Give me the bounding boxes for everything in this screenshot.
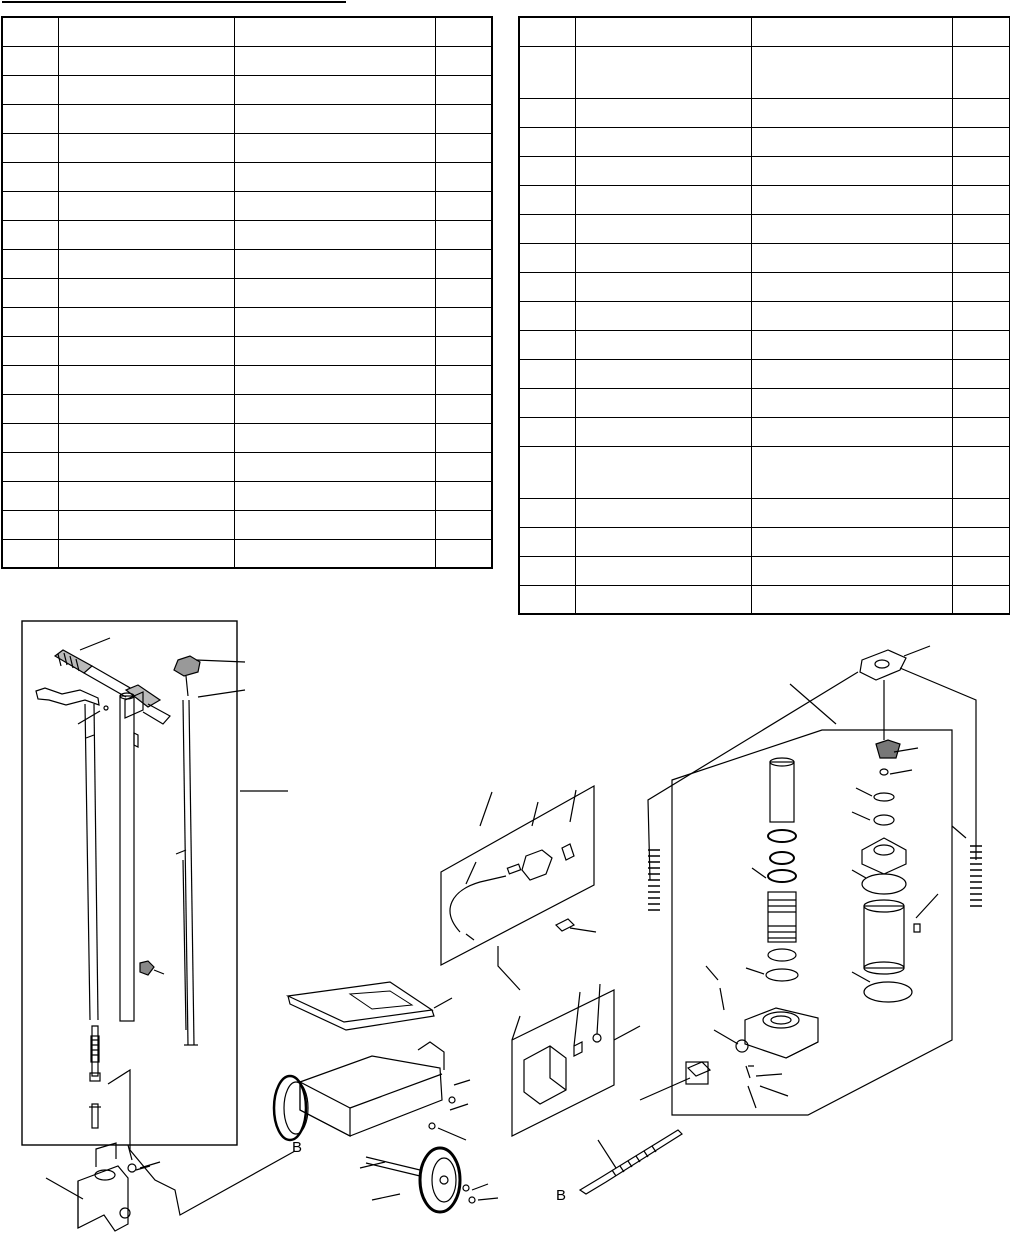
parts-table-left-cell	[435, 75, 492, 104]
parts-table-right-cell	[751, 127, 952, 156]
parts-table-right-cell	[575, 98, 751, 127]
parts-table-left-cell	[234, 162, 435, 191]
parts-table-right-cell	[575, 214, 751, 243]
parts-table-right-cell	[751, 359, 952, 388]
parts-table-right-row	[519, 330, 1010, 359]
valve-block-group	[512, 984, 640, 1136]
parts-table-left-cell	[234, 510, 435, 539]
parts-table-left-row	[2, 162, 492, 191]
parts-table-left-cell	[234, 394, 435, 423]
parts-table-right-row	[519, 301, 1010, 330]
parts-table-right-cell	[952, 301, 1010, 330]
parts-table-right-cell	[751, 498, 952, 527]
parts-table-right-cell	[519, 556, 575, 585]
parts-table-left-cell	[58, 394, 234, 423]
parts-table-left-cell	[58, 365, 234, 394]
parts-table-right-cell	[952, 527, 1010, 556]
parts-table-left-cell	[435, 307, 492, 336]
parts-table-right-cell	[952, 272, 1010, 301]
parts-table-left-cell	[234, 307, 435, 336]
parts-table-right-cell	[952, 446, 1010, 498]
parts-table-left-cell	[58, 539, 234, 568]
parts-table-left-cell	[435, 278, 492, 307]
parts-table-right-cell	[519, 417, 575, 446]
parts-table-right-cell	[575, 46, 751, 98]
parts-table-left-row	[2, 46, 492, 75]
parts-table-right-row	[519, 272, 1010, 301]
parts-table-right-cell	[952, 243, 1010, 272]
parts-table-right-cell	[751, 243, 952, 272]
parts-table-left-cell	[435, 510, 492, 539]
parts-table-left-cell	[435, 133, 492, 162]
parts-table-left-cell	[234, 539, 435, 568]
parts-table-left-cell	[234, 133, 435, 162]
parts-table-right-cell	[952, 498, 1010, 527]
parts-table-right-cell	[952, 185, 1010, 214]
parts-table-left-cell	[234, 191, 435, 220]
parts-table-left-row	[2, 249, 492, 278]
parts-table-left-cell	[2, 394, 58, 423]
header-rule	[2, 1, 346, 3]
parts-table-left-cell	[58, 481, 234, 510]
parts-table-left-cell	[2, 481, 58, 510]
parts-table-right-row	[519, 46, 1010, 98]
parts-table-left-cell	[2, 510, 58, 539]
parts-table-right-row	[519, 156, 1010, 185]
parts-table-left-cell	[435, 191, 492, 220]
parts-table-right-cell	[519, 243, 575, 272]
parts-table-right-cell	[575, 272, 751, 301]
parts-table-left-cell	[58, 75, 234, 104]
hose-valve-group	[441, 786, 596, 990]
parts-table-right-cell	[952, 127, 1010, 156]
parts-table-left-cell	[435, 336, 492, 365]
parts-table-left-cell	[58, 452, 234, 481]
parts-table-left-cell	[435, 46, 492, 75]
parts-table-left-row	[2, 133, 492, 162]
parts-table-left-row	[2, 394, 492, 423]
parts-table-left-row	[2, 481, 492, 510]
parts-table-right-cell	[952, 17, 1010, 46]
parts-table-left-cell	[435, 104, 492, 133]
parts-table-left-header-row	[2, 17, 492, 46]
parts-table-left-row	[2, 278, 492, 307]
parts-table-left-cell	[435, 249, 492, 278]
parts-table-right-cell	[575, 417, 751, 446]
parts-table-left-cell	[234, 104, 435, 133]
parts-table-left-cell	[2, 452, 58, 481]
parts-table-left-cell	[58, 191, 234, 220]
parts-table-right-cell	[519, 446, 575, 498]
parts-table-right-cell	[751, 527, 952, 556]
parts-table-left-cell	[2, 220, 58, 249]
parts-table-right-cell	[952, 359, 1010, 388]
parts-table-right-cell	[751, 156, 952, 185]
parts-table-left-cell	[2, 365, 58, 394]
parts-table-right-cell	[952, 98, 1010, 127]
parts-table-right-cell	[575, 498, 751, 527]
parts-table-right-cell	[575, 156, 751, 185]
parts-table-right-cell	[519, 388, 575, 417]
parts-table-right-cell	[575, 388, 751, 417]
parts-table-right-cell	[519, 98, 575, 127]
parts-table-right-cell	[519, 46, 575, 98]
parts-table-right	[518, 16, 1010, 615]
parts-table-right-cell	[575, 185, 751, 214]
parts-table-right-cell	[519, 127, 575, 156]
parts-table-right-cell	[751, 388, 952, 417]
parts-table-left-cell	[435, 481, 492, 510]
parts-table-right-cell	[952, 388, 1010, 417]
connection-label-pump: B	[556, 1187, 567, 1204]
parts-table-left-cell	[58, 17, 234, 46]
parts-table-right-cell	[751, 17, 952, 46]
parts-table-left-cell	[58, 307, 234, 336]
parts-table-left-cell	[58, 133, 234, 162]
parts-table-left-cell	[435, 162, 492, 191]
parts-table-right-cell	[519, 498, 575, 527]
parts-table-right-cell	[519, 301, 575, 330]
parts-table-right-cell	[952, 556, 1010, 585]
pump-ram-assembly	[640, 646, 982, 1115]
parts-table-left-row	[2, 452, 492, 481]
parts-table-right-row	[519, 127, 1010, 156]
parts-table-right-cell	[575, 17, 751, 46]
parts-table-left-cell	[2, 162, 58, 191]
parts-table-right-cell	[952, 46, 1010, 98]
parts-table-left-cell	[58, 336, 234, 365]
parts-table-right-cell	[519, 527, 575, 556]
parts-table-right-cell	[952, 330, 1010, 359]
parts-table-left-cell	[234, 46, 435, 75]
parts-table-left-cell	[435, 539, 492, 568]
parts-table-left-cell	[2, 249, 58, 278]
parts-table-right-cell	[751, 185, 952, 214]
parts-table-right-cell	[751, 417, 952, 446]
parts-table-right-cell	[952, 156, 1010, 185]
parts-table-right-row	[519, 446, 1010, 498]
parts-table-left-cell	[2, 423, 58, 452]
parts-table-left-cell	[234, 220, 435, 249]
parts-table-right-row	[519, 527, 1010, 556]
parts-table-right-cell	[751, 98, 952, 127]
parts-table-right-cell	[519, 359, 575, 388]
parts-table-left-cell	[58, 46, 234, 75]
parts-table-left-cell	[2, 75, 58, 104]
parts-table-right-row	[519, 98, 1010, 127]
parts-table-left-cell	[58, 104, 234, 133]
parts-table-left-cell	[234, 17, 435, 46]
parts-table-right-cell	[575, 301, 751, 330]
parts-table-left-cell	[58, 510, 234, 539]
parts-table-left-cell	[2, 307, 58, 336]
parts-table-right-cell	[575, 127, 751, 156]
parts-table-right-cell	[575, 243, 751, 272]
pump-rod	[580, 1130, 682, 1194]
parts-table-left-cell	[435, 17, 492, 46]
parts-table-right-cell	[751, 446, 952, 498]
parts-table-right-header-row	[519, 17, 1010, 46]
parts-table-right-cell	[575, 527, 751, 556]
parts-table-right-cell	[952, 214, 1010, 243]
parts-table-right-cell	[575, 330, 751, 359]
parts-table-left-cell	[58, 278, 234, 307]
parts-table-right-cell	[519, 17, 575, 46]
parts-table-left-row	[2, 191, 492, 220]
parts-table-right-cell	[519, 330, 575, 359]
parts-table-right-cell	[575, 446, 751, 498]
parts-table-left-row	[2, 307, 492, 336]
parts-table-right-cell	[751, 214, 952, 243]
connection-line-handle	[108, 1070, 295, 1215]
parts-table-left-row	[2, 75, 492, 104]
parts-table-left-cell	[234, 452, 435, 481]
parts-table-right-row	[519, 359, 1010, 388]
exploded-parts-diagram	[0, 600, 1010, 1247]
parts-table-left-cell	[435, 423, 492, 452]
parts-table-left-row	[2, 510, 492, 539]
parts-table-left-cell	[234, 249, 435, 278]
parts-table-left-cell	[2, 46, 58, 75]
parts-table-right-row	[519, 388, 1010, 417]
parts-table-left-cell	[435, 452, 492, 481]
parts-table-left-cell	[234, 336, 435, 365]
parts-table-left-cell	[58, 220, 234, 249]
parts-table-right-cell	[519, 214, 575, 243]
parts-table-left-cell	[435, 220, 492, 249]
parts-table-right-row	[519, 214, 1010, 243]
parts-table-right-cell	[519, 272, 575, 301]
parts-table-right-row	[519, 185, 1010, 214]
parts-table-right-row	[519, 556, 1010, 585]
parts-table-left-cell	[2, 539, 58, 568]
parts-table-right-cell	[751, 330, 952, 359]
parts-table-left-row	[2, 220, 492, 249]
parts-table-left-cell	[2, 17, 58, 46]
parts-table-right-cell	[751, 301, 952, 330]
parts-table-left-cell	[234, 481, 435, 510]
parts-table-right-cell	[575, 556, 751, 585]
parts-table-right-cell	[751, 556, 952, 585]
parts-table-left	[1, 16, 493, 569]
parts-table-left-cell	[234, 365, 435, 394]
handle-assembly	[22, 621, 288, 1231]
parts-table-right-cell	[519, 185, 575, 214]
parts-table-right-cell	[519, 156, 575, 185]
parts-table-right-row	[519, 498, 1010, 527]
parts-table-right-cell	[751, 272, 952, 301]
parts-table-left-cell	[234, 75, 435, 104]
parts-table-left-cell	[58, 162, 234, 191]
parts-table-left-cell	[2, 133, 58, 162]
parts-table-left-cell	[2, 191, 58, 220]
parts-table-left-cell	[2, 104, 58, 133]
parts-table-right-cell	[952, 417, 1010, 446]
parts-table-left-row	[2, 423, 492, 452]
parts-table-left-row	[2, 539, 492, 568]
parts-table-left-row	[2, 104, 492, 133]
parts-table-left-cell	[435, 394, 492, 423]
parts-table-left-cell	[234, 278, 435, 307]
parts-table-left-cell	[58, 423, 234, 452]
parts-table-right-cell	[575, 359, 751, 388]
parts-table-left-cell	[58, 249, 234, 278]
parts-table-left-cell	[2, 336, 58, 365]
frame-assembly	[274, 982, 498, 1212]
connection-label-handle: B	[292, 1139, 303, 1156]
parts-table-right-row	[519, 417, 1010, 446]
parts-table-left-cell	[2, 278, 58, 307]
parts-table-right-cell	[751, 46, 952, 98]
parts-table-left-cell	[435, 365, 492, 394]
parts-table-right-row	[519, 243, 1010, 272]
parts-table-left-row	[2, 336, 492, 365]
parts-table-left-row	[2, 365, 492, 394]
parts-table-left-cell	[234, 423, 435, 452]
